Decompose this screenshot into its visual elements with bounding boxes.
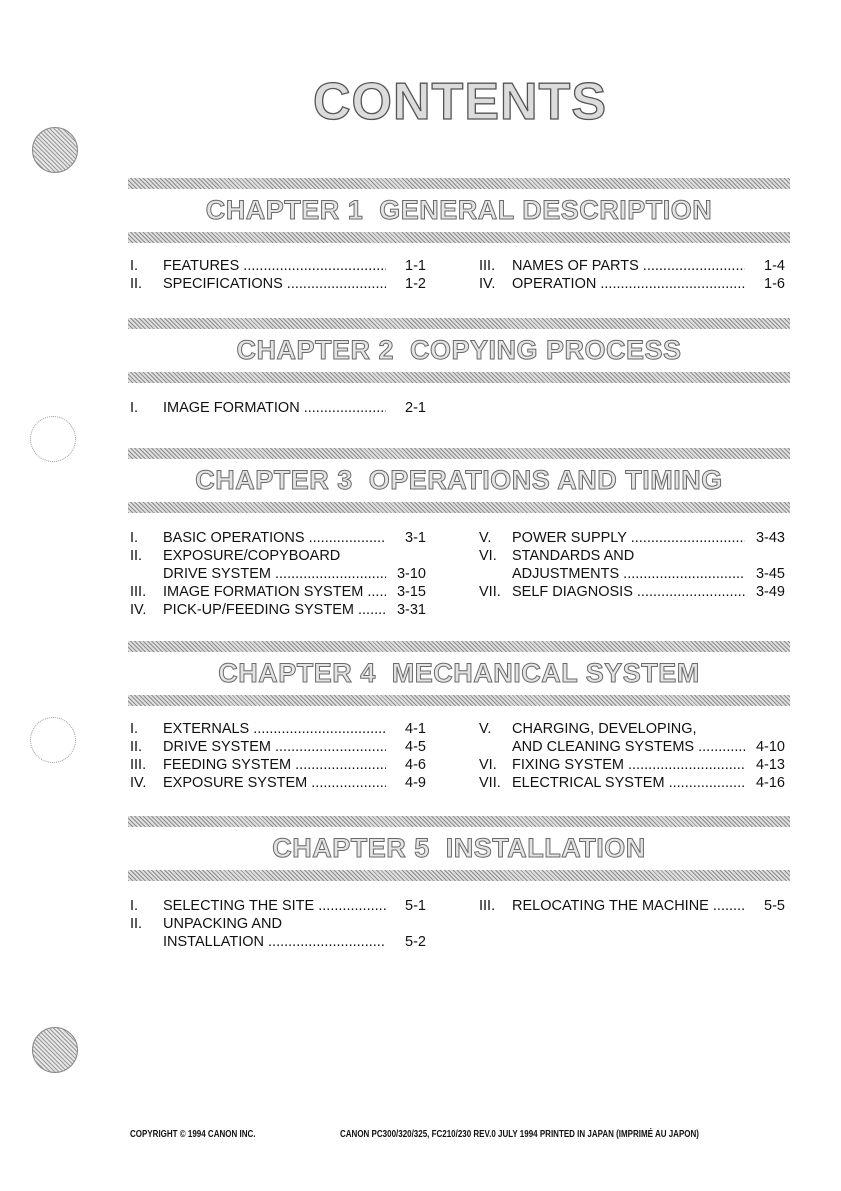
chapter-name: INSTALLATION — [445, 833, 646, 863]
chapter-5-header — [128, 816, 790, 881]
entry-title-text: EXPOSURE SYSTEM — [163, 775, 308, 791]
toc-entry[interactable] — [130, 565, 426, 583]
entry-title-text: DRIVE SYSTEM — [163, 566, 271, 582]
entry-title-text: STANDARDS AND — [512, 548, 635, 564]
entry-number — [479, 738, 512, 756]
entry-page-number: 1-4 — [764, 258, 785, 274]
chapter-title — [128, 827, 790, 870]
dot-leader — [271, 566, 386, 582]
toc-entry[interactable] — [479, 257, 785, 275]
chapter-name: GENERAL DESCRIPTION — [379, 195, 713, 225]
entry-title-text: IMAGE FORMATION SYSTEM — [163, 584, 364, 600]
chapter-label: CHAPTER 5 — [272, 833, 430, 863]
toc-entry[interactable] — [130, 583, 426, 601]
entry-title — [163, 565, 386, 583]
chapter-label: CHAPTER 4 — [218, 658, 376, 688]
dot-leader — [264, 934, 386, 950]
toc-entry[interactable] — [479, 529, 785, 547]
entry-number — [130, 565, 163, 583]
hatched-band — [128, 870, 790, 881]
entry-title — [512, 738, 745, 756]
entry-page-number: 4-10 — [755, 739, 785, 755]
entry-number: I. — [130, 898, 139, 914]
chapter-label: CHAPTER 3 — [195, 465, 353, 495]
entry-page-number: 1-2 — [405, 276, 426, 292]
entry-title — [163, 583, 386, 601]
entry-page-number: 3-45 — [755, 566, 785, 582]
entry-number: II. — [130, 276, 143, 292]
entry-page-number: 2-1 — [405, 400, 426, 416]
chapter-2-header — [128, 318, 790, 383]
chapter-label: CHAPTER 1 — [205, 195, 364, 225]
entry-page-number — [753, 720, 785, 738]
entry-number: III. — [479, 898, 496, 914]
hatched-band — [128, 641, 790, 652]
dot-leader — [314, 898, 386, 914]
toc-entry-continued[interactable] — [130, 547, 426, 565]
entry-page-number: 3-15 — [396, 584, 426, 600]
entry-title — [163, 738, 386, 756]
entry-number: I. — [130, 530, 139, 546]
entry-number: III. — [130, 757, 147, 773]
entry-page-number: 5-5 — [764, 898, 785, 914]
entry-page-number: 5-1 — [405, 898, 426, 914]
entry-column-left — [130, 529, 426, 619]
entry-title-text: FEATURES — [163, 258, 240, 274]
punch-hole-icon — [32, 1027, 78, 1073]
entry-number: I. — [130, 258, 139, 274]
entry-page-number: 3-10 — [396, 566, 426, 582]
toc-entry[interactable] — [479, 275, 785, 293]
entry-page-number: 1-1 — [405, 258, 426, 274]
chapter-name: OPERATIONS AND TIMING — [368, 465, 723, 495]
entry-page-number: 4-5 — [405, 739, 426, 755]
entry-page-number: 3-49 — [755, 584, 785, 600]
toc-entry-continued[interactable] — [130, 915, 426, 933]
toc-entry-continued[interactable] — [479, 720, 785, 738]
entry-number: V. — [479, 530, 492, 546]
entry-title — [512, 720, 745, 738]
dot-leader — [300, 400, 386, 416]
dot-leader — [633, 584, 745, 600]
entry-number — [130, 933, 163, 951]
entry-title-text: FEEDING SYSTEM — [163, 757, 292, 773]
dot-leader — [627, 530, 745, 546]
toc-entry[interactable] — [130, 601, 426, 619]
entry-number: V. — [479, 721, 492, 737]
entry-title — [512, 529, 745, 547]
dot-leader — [639, 258, 745, 274]
entry-column-left — [130, 399, 426, 417]
entry-title-text: OPERATION — [512, 276, 597, 292]
entry-column-right — [479, 529, 785, 601]
entry-column-right — [479, 897, 785, 915]
entry-title-text: NAMES OF PARTS — [512, 258, 639, 274]
toc-entry[interactable] — [130, 756, 426, 774]
entry-title-text: SELF DIAGNOSIS — [512, 584, 633, 600]
entry-column-left — [130, 257, 426, 293]
dot-leader — [307, 775, 386, 791]
dot-leader — [354, 602, 386, 618]
entry-page-number: 1-6 — [764, 276, 785, 292]
entry-title-text: EXPOSURE/COPYBOARD — [163, 548, 341, 564]
chapter-1-header — [128, 178, 790, 243]
entry-page-number: 3-1 — [405, 530, 426, 546]
entry-title-text: SPECIFICATIONS — [163, 276, 283, 292]
entry-column-left — [130, 720, 426, 792]
entry-number: VI. — [479, 548, 497, 564]
dot-leader — [694, 739, 745, 755]
entry-title-text: FIXING SYSTEM — [512, 757, 624, 773]
chapter-title — [128, 459, 790, 502]
entry-page-number: 3-43 — [755, 530, 785, 546]
dot-leader — [291, 757, 386, 773]
entry-title-text: IMAGE FORMATION — [163, 400, 300, 416]
dot-leader — [619, 566, 745, 582]
hatched-band — [128, 232, 790, 243]
entry-page-number — [753, 547, 785, 565]
entry-title — [163, 933, 386, 951]
entry-title-text: CHARGING, DEVELOPING, — [512, 721, 697, 737]
entry-page-number: 4-16 — [755, 775, 785, 791]
entry-title — [512, 547, 745, 565]
entry-page-number: 4-6 — [405, 757, 426, 773]
dot-leader — [249, 721, 386, 737]
toc-entry[interactable] — [479, 774, 785, 792]
punch-hole-icon — [32, 127, 78, 173]
entry-number: IV. — [479, 276, 496, 292]
entry-page-number: 4-1 — [405, 721, 426, 737]
toc-entry[interactable] — [479, 897, 785, 915]
entry-page-number: 4-9 — [405, 775, 426, 791]
entry-title-text: RELOCATING THE MACHINE — [512, 898, 709, 914]
entry-title — [163, 275, 386, 293]
dot-leader — [239, 258, 386, 274]
toc-entry-continued[interactable] — [479, 547, 785, 565]
entry-title — [163, 756, 386, 774]
entry-page-number: 4-13 — [755, 757, 785, 773]
entry-page-number — [394, 915, 426, 933]
footer-imprint: CANON PC300/320/325, FC210/230 REV.0 JULY 1994 PRINTED IN JAPAN (IMPRIMÉ AU JAPON) — [340, 1129, 699, 1140]
entry-title-text: AND CLEANING SYSTEMS — [512, 739, 695, 755]
dot-leader — [305, 530, 386, 546]
entry-title — [163, 601, 386, 619]
hatched-band — [128, 448, 790, 459]
entry-page-number: 3-31 — [396, 602, 426, 618]
entry-title-text: POWER SUPPLY — [512, 530, 627, 546]
dot-leader — [624, 757, 745, 773]
entry-title-text: SELECTING THE SITE — [163, 898, 315, 914]
dot-leader — [271, 739, 386, 755]
footer-copyright: COPYRIGHT © 1994 CANON INC. — [130, 1129, 256, 1140]
toc-entry[interactable] — [130, 257, 426, 275]
toc-entry[interactable] — [130, 529, 426, 547]
dot-leader — [596, 276, 745, 292]
entry-title — [512, 257, 745, 275]
entry-title — [512, 897, 745, 915]
entry-title — [163, 529, 386, 547]
hatched-band — [128, 318, 790, 329]
toc-entry[interactable] — [130, 399, 426, 417]
chapter-name: MECHANICAL SYSTEM — [391, 658, 700, 688]
toc-entry[interactable] — [130, 720, 426, 738]
entry-title-text: PICK-UP/FEEDING SYSTEM — [163, 602, 354, 618]
dot-leader — [665, 775, 745, 791]
entry-title-text: ADJUSTMENTS — [512, 566, 620, 582]
dot-leader — [363, 584, 386, 600]
toc-entry[interactable] — [130, 933, 426, 951]
entry-number: II. — [130, 548, 143, 564]
hatched-band — [128, 372, 790, 383]
entry-number: I. — [130, 721, 139, 737]
hatched-band — [128, 502, 790, 513]
chapter-4-header — [128, 641, 790, 706]
entry-title-text: BASIC OPERATIONS — [163, 530, 305, 546]
chapter-label: CHAPTER 2 — [236, 335, 394, 365]
toc-entry[interactable] — [130, 897, 426, 915]
entry-title — [512, 756, 745, 774]
entry-number: VII. — [479, 584, 501, 600]
page-title: CONTENTS — [313, 73, 607, 131]
entry-column-right — [479, 720, 785, 792]
entry-title — [163, 915, 386, 933]
entry-title-text: EXTERNALS — [163, 721, 250, 737]
entry-title-text: INSTALLATION — [163, 934, 264, 950]
hatched-band — [128, 816, 790, 827]
entry-title — [163, 897, 386, 915]
entry-number: I. — [130, 400, 139, 416]
hatched-band — [128, 695, 790, 706]
dot-leader — [283, 276, 386, 292]
chapter-3-header — [128, 448, 790, 513]
toc-entry[interactable] — [130, 774, 426, 792]
entry-column-right — [479, 257, 785, 293]
toc-entry[interactable] — [479, 756, 785, 774]
entry-number: III. — [479, 258, 496, 274]
chapter-name: COPYING PROCESS — [409, 335, 682, 365]
entry-title — [163, 774, 386, 792]
entry-page-number: 5-2 — [405, 934, 426, 950]
entry-title — [512, 565, 745, 583]
entry-column-left — [130, 897, 426, 951]
entry-title-text: ELECTRICAL SYSTEM — [512, 775, 665, 791]
entry-number: III. — [130, 584, 147, 600]
entry-number: VII. — [479, 775, 501, 791]
entry-number: VI. — [479, 757, 497, 773]
chapter-title — [128, 189, 790, 232]
entry-number: II. — [130, 916, 143, 932]
entry-title-text: UNPACKING AND — [163, 916, 282, 932]
toc-entry[interactable] — [130, 738, 426, 756]
entry-title — [163, 399, 386, 417]
entry-title — [512, 275, 745, 293]
punch-hole-icon — [30, 717, 76, 763]
toc-entry[interactable] — [130, 275, 426, 293]
entry-title — [512, 774, 745, 792]
entry-number: IV. — [130, 602, 147, 618]
entry-number — [479, 565, 512, 583]
toc-entry[interactable] — [479, 738, 785, 756]
chapter-title — [128, 652, 790, 695]
entry-title — [163, 720, 386, 738]
toc-entry[interactable] — [479, 583, 785, 601]
toc-entry[interactable] — [479, 565, 785, 583]
hatched-band — [128, 178, 790, 189]
entry-title — [512, 583, 745, 601]
chapter-title — [128, 329, 790, 372]
entry-title — [163, 547, 386, 565]
entry-title — [163, 257, 386, 275]
punch-hole-icon — [30, 416, 76, 462]
entry-number: IV. — [130, 775, 147, 791]
entry-number: II. — [130, 739, 143, 755]
entry-title-text: DRIVE SYSTEM — [163, 739, 271, 755]
dot-leader — [709, 898, 745, 914]
entry-page-number — [394, 547, 426, 565]
